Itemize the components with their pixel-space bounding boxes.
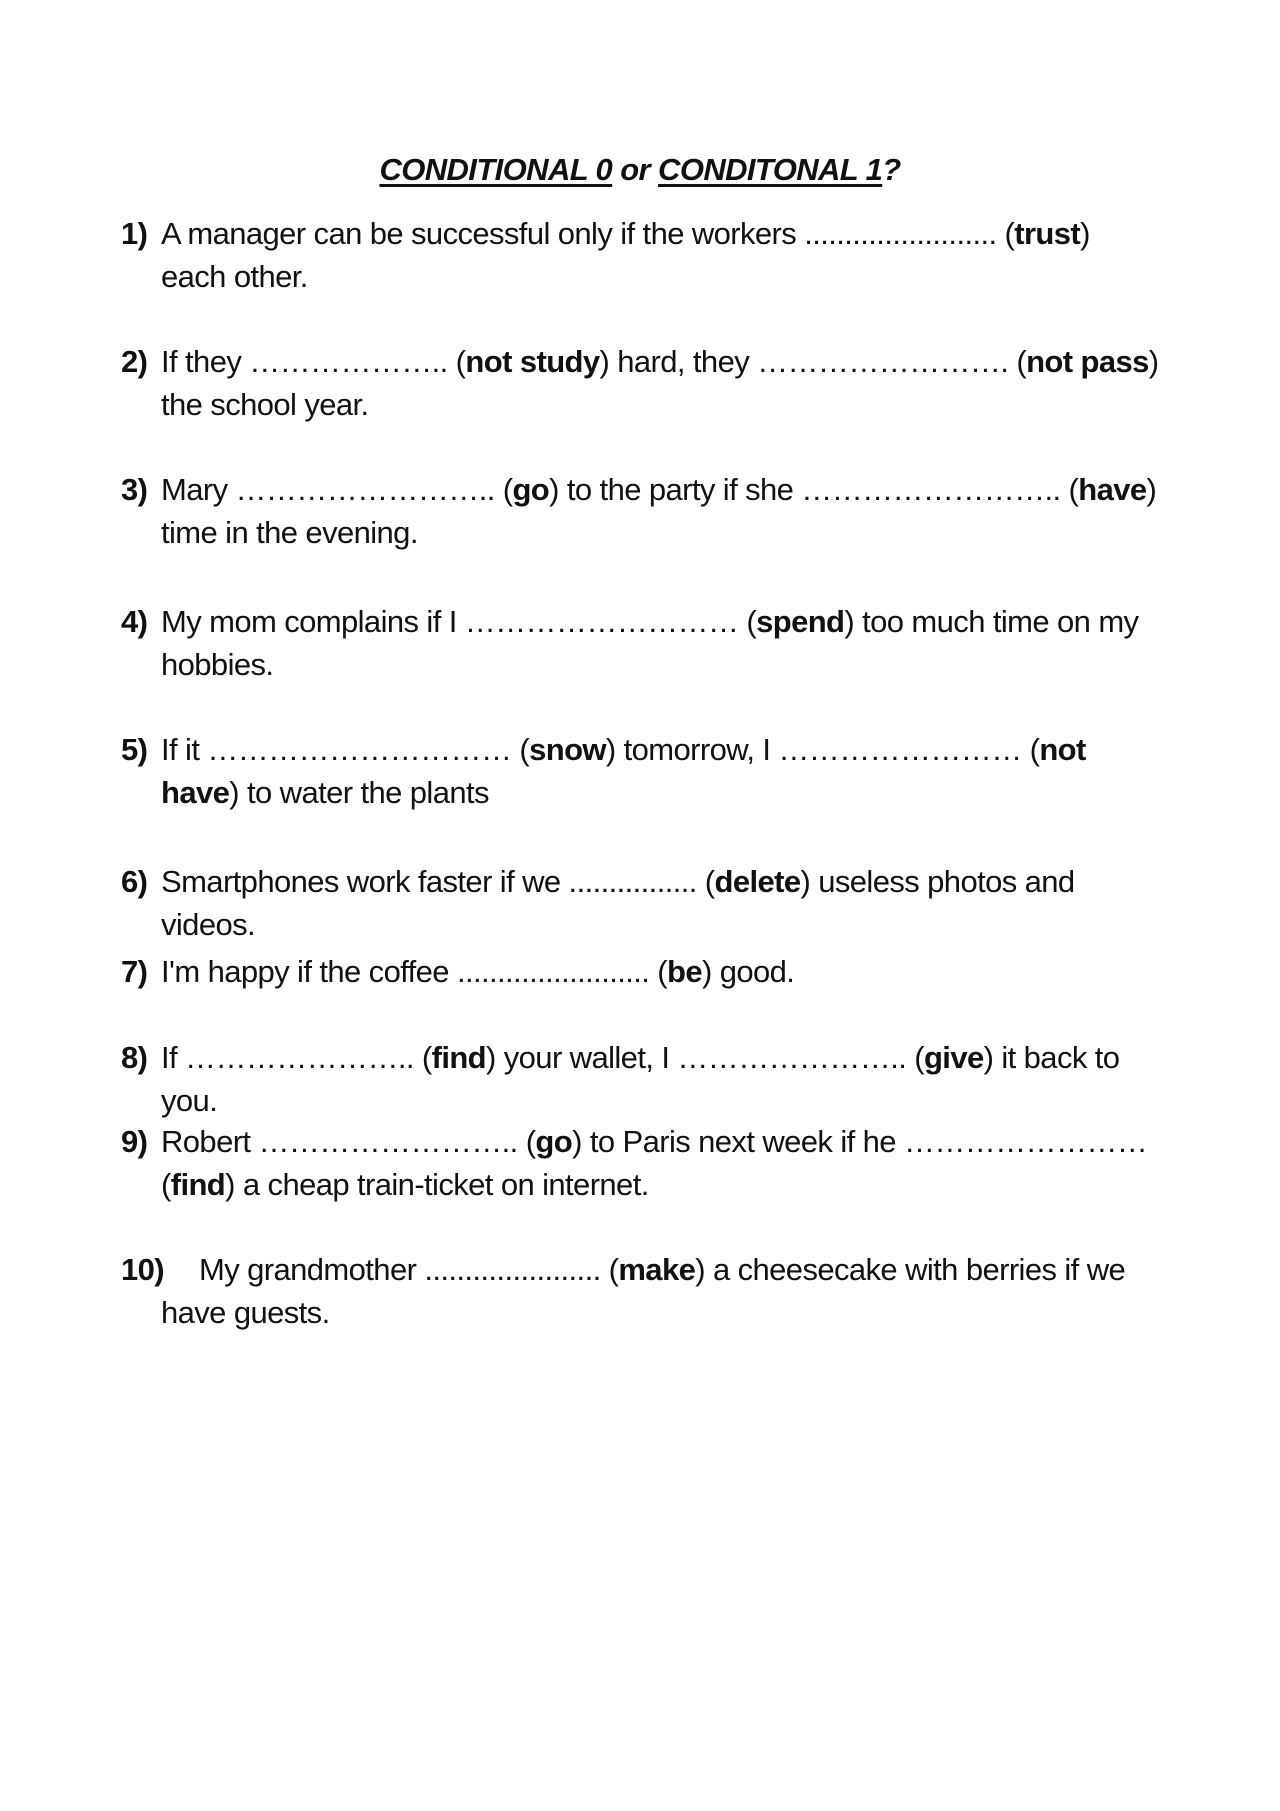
sentence-text: ) time in the evening. [161, 472, 1157, 550]
exercise-sentence [161, 950, 1161, 993]
exercise-item [121, 1248, 1161, 1334]
exercise-sentence [161, 212, 1161, 298]
exercise-item [121, 728, 1161, 814]
verb-hint: spend [756, 604, 845, 639]
exercise-item [121, 468, 1161, 554]
sentence-text: ) tomorrow, I …………………… ( [605, 732, 1040, 767]
sentence-text: ) it back to you. [161, 1040, 1120, 1118]
sentence-text: ) the school year. [161, 344, 1159, 422]
verb-hint: not have [161, 732, 1086, 810]
exercise-sentence [161, 468, 1161, 554]
sentence-text: ) too much time on my hobbies. [161, 604, 1139, 682]
exercise-number: 7) [121, 954, 148, 989]
verb-hint: have [1078, 472, 1147, 507]
exercise-number: 1) [121, 216, 148, 251]
sentence-text: My grandmother ...................... ( [199, 1252, 619, 1287]
verb-hint: trust [1014, 216, 1081, 251]
sentence-text: ) a cheap train-ticket on internet. [225, 1167, 649, 1202]
sentence-text: If they ……………….. ( [161, 344, 466, 379]
sentence-text: A manager can be successful only if the workers ........................ ( [161, 216, 1015, 251]
verb-hint: find [170, 1167, 226, 1202]
exercise-number: 9) [121, 1124, 148, 1159]
exercise-sentence [161, 600, 1161, 686]
sentence-text: If it ………………………… ( [161, 732, 530, 767]
exercise-item [121, 212, 1161, 298]
exercise-sentence [161, 1036, 1161, 1122]
verb-hint: not study [465, 344, 600, 379]
sentence-text: ) hard, they ……………………. ( [599, 344, 1027, 379]
exercise-sentence [161, 1120, 1161, 1206]
exercise-number: 4) [121, 604, 148, 639]
exercise-item [121, 340, 1161, 426]
exercise-sentence [161, 728, 1161, 814]
title-mid: or [612, 152, 659, 187]
sentence-text: If ………………….. ( [161, 1040, 432, 1075]
exercise-item [121, 1120, 1161, 1206]
page-title [0, 152, 1280, 188]
verb-hint: make [618, 1252, 696, 1287]
exercise-number: 2) [121, 344, 148, 379]
verb-hint: go [512, 472, 550, 507]
exercise-number: 5) [121, 732, 148, 767]
sentence-text: ) good. [702, 954, 795, 989]
title-part-1: CONDITIONAL 0 [379, 152, 613, 187]
exercise-number: 10) [121, 1252, 165, 1287]
sentence-text: ) each other. [161, 216, 1090, 294]
verb-hint: delete [714, 864, 801, 899]
sentence-text: Mary …………………….. ( [161, 472, 513, 507]
exercise-item [121, 950, 1161, 993]
sentence-text: ) to the party if she …………………….. ( [549, 472, 1079, 507]
exercise-number: 3) [121, 472, 148, 507]
sentence-text: ) to Paris next week if he …………………… ( [161, 1124, 1148, 1202]
exercise-item [121, 860, 1161, 946]
verb-hint: find [431, 1040, 487, 1075]
sentence-text: ) your wallet, I ………………….. ( [486, 1040, 924, 1075]
sentence-text: ) useless photos and videos. [161, 864, 1075, 942]
verb-hint: snow [529, 732, 606, 767]
title-end: ? [882, 152, 901, 187]
sentence-text: Smartphones work faster if we ................ ( [161, 864, 715, 899]
exercise-number: 6) [121, 864, 148, 899]
sentence-text: ) to water the plants [229, 775, 489, 810]
exercise-sentence [161, 1248, 1161, 1334]
verb-hint: give [923, 1040, 984, 1075]
exercise-number: 8) [121, 1040, 148, 1075]
title-part-2: CONDITONAL 1 [658, 152, 883, 187]
exercise-item [121, 1036, 1161, 1122]
sentence-text: My mom complains if I ……………………… ( [161, 604, 757, 639]
exercise-sentence [161, 340, 1161, 426]
exercise-item [121, 600, 1161, 686]
exercise-sentence [161, 860, 1161, 946]
sentence-text: ) a cheesecake with berries if we have guests. [161, 1252, 1126, 1330]
verb-hint: not pass [1026, 344, 1149, 379]
verb-hint: go [535, 1124, 573, 1159]
sentence-text: Robert …………………….. ( [161, 1124, 536, 1159]
verb-hint: be [667, 954, 702, 989]
sentence-text: I'm happy if the coffee ........................ ( [161, 954, 668, 989]
